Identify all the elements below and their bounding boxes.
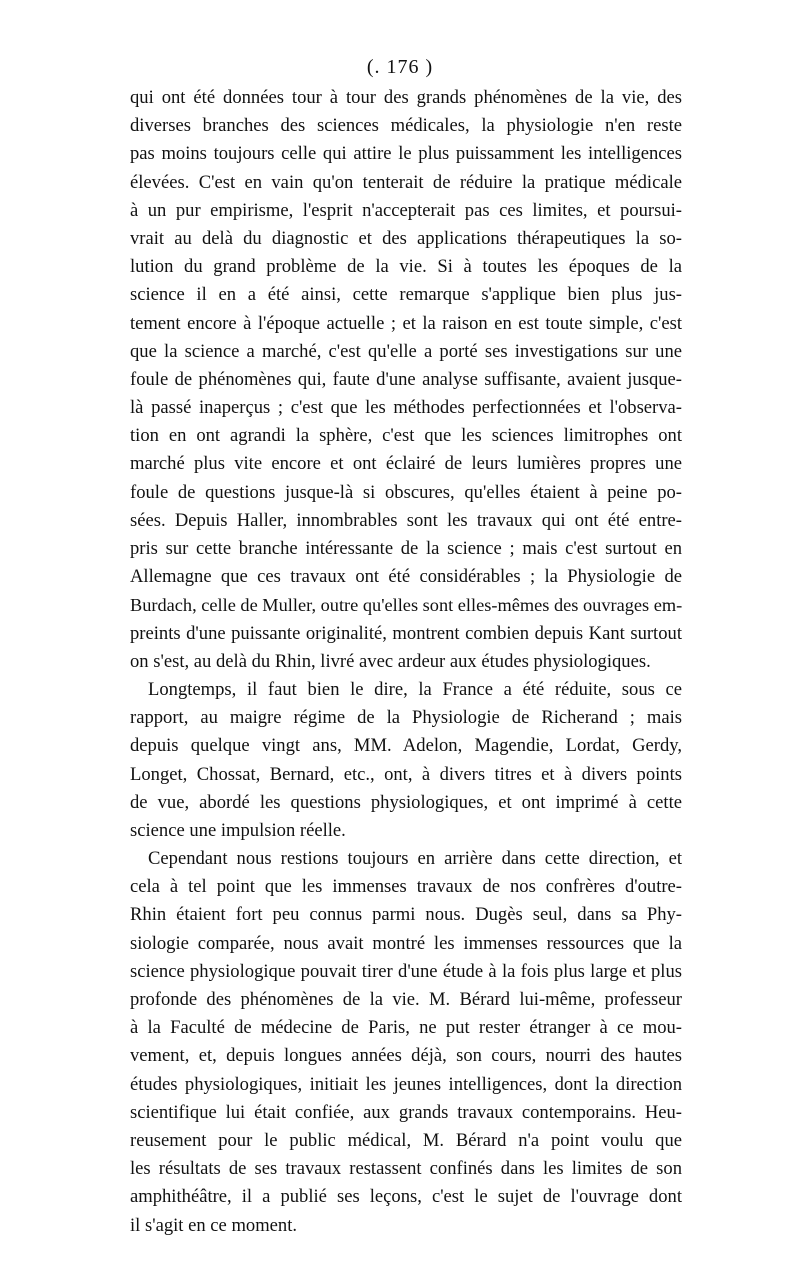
text-line: science physiologique pouvait tirer d'une étude à la fois plus large et plus bbox=[130, 960, 682, 982]
text-line: qui ont été données tour à tour des grands phénomènes de la vie, des bbox=[130, 87, 682, 108]
text-line: siologie comparée, nous avait montré les immenses ressources que la bbox=[130, 932, 682, 954]
text-line: Rhin étaient fort peu connus parmi nous. Dugès seul, dans sa Phy- bbox=[130, 904, 682, 926]
text-line: depuis quelque vingt ans, MM. Adelon, Magendie, Lordat, Gerdy, bbox=[130, 735, 682, 757]
text-line: Cependant nous restions toujours en arrière dans cette direction, et bbox=[148, 848, 682, 870]
paragraph bbox=[130, 676, 682, 845]
text-line: reusement pour le public médical, M. Bérard n'a point voulu que bbox=[130, 1129, 682, 1151]
text-line: à la Faculté de médecine de Paris, ne put rester étranger à ce mou- bbox=[130, 1017, 682, 1039]
body-text bbox=[130, 84, 682, 1240]
text-line: diverses branches des sciences médicales, la physiologie n'en reste bbox=[130, 115, 682, 137]
text-line: Longtemps, il faut bien le dire, la France a été réduite, sous ce bbox=[148, 678, 682, 700]
text-line: que la science a marché, c'est qu'elle a porté ses investigations sur une bbox=[130, 340, 682, 362]
text-line: il s'agit en ce moment. bbox=[130, 1214, 298, 1236]
text-line: sées. Depuis Haller, innombrables sont les travaux qui ont été entre- bbox=[130, 509, 682, 531]
text-line: là passé inaperçus ; c'est que les méthodes perfectionnées et l'observa- bbox=[130, 397, 682, 419]
text-line: les résultats de ses travaux restassent confinés dans les limites de son bbox=[130, 1158, 682, 1180]
text-line: Allemagne que ces travaux ont été considérables ; la Physiologie de bbox=[130, 566, 682, 588]
text-line: de vue, abordé les questions physiologiques, et ont imprimé à cette bbox=[130, 791, 682, 813]
text-line: à un pur empirisme, l'esprit n'accepterait pas ces limites, et poursui- bbox=[130, 199, 682, 221]
text-line: Longet, Chossat, Bernard, etc., ont, à divers titres et à divers points bbox=[130, 763, 682, 785]
text-line: études physiologiques, initiait les jeunes intelligences, dont la direction bbox=[130, 1073, 682, 1095]
text-line: foule de questions jusque-là si obscures, qu'elles étaient à peine po- bbox=[130, 481, 682, 503]
text-line: marché plus vite encore et ont éclairé de leurs lumières propres une bbox=[130, 453, 682, 475]
text-line: preints d'une puissante originalité, montrent combien depuis Kant surtout bbox=[130, 622, 682, 644]
text-line: scientifique lui était confiée, aux grands travaux contemporains. Heu- bbox=[130, 1101, 682, 1123]
text-line: rapport, au maigre régime de la Physiologie de Richerand ; mais bbox=[130, 707, 682, 729]
text-line: foule de phénomènes qui, faute d'une analyse suffisante, avaient jusque- bbox=[130, 368, 682, 390]
text-line: vrait au delà du diagnostic et des applications thérapeutiques la so- bbox=[130, 227, 682, 249]
text-line: pris sur cette branche intéressante de la science ; mais c'est surtout en bbox=[130, 538, 682, 559]
text-line: Burdach, celle de Muller, outre qu'elles sont elles-mêmes des ouvrages em- bbox=[130, 595, 683, 616]
text-line: tement encore à l'époque actuelle ; et la raison en est toute simple, c'est bbox=[130, 312, 682, 334]
paragraph bbox=[130, 845, 682, 1240]
text-line: lution du grand problème de la vie. Si à toutes les époques de la bbox=[130, 256, 682, 278]
text-line: tion en ont agrandi la sphère, c'est que les sciences limitrophes ont bbox=[130, 425, 682, 447]
paragraph bbox=[130, 84, 682, 676]
text-line: amphithéâtre, il a publié ses leçons, c'est le sujet de l'ouvrage dont bbox=[130, 1186, 682, 1208]
text-line: profonde des phénomènes de la vie. M. Bérard lui-même, professeur bbox=[130, 989, 682, 1010]
text-line: science une impulsion réelle. bbox=[130, 819, 346, 841]
text-line: cela à tel point que les immenses travaux de nos confrères d'outre- bbox=[130, 876, 682, 898]
text-line: science il en a été ainsi, cette remarque s'applique bien plus jus- bbox=[130, 284, 682, 306]
text-line: vement, et, depuis longues années déjà, son cours, nourri des hautes bbox=[130, 1045, 682, 1067]
page-number: (. 176 ) bbox=[366, 56, 434, 78]
text-line: élevées. C'est en vain qu'on tenterait de réduire la pratique médicale bbox=[130, 171, 682, 193]
text-line: pas moins toujours celle qui attire le plus puissamment les intelligences bbox=[130, 143, 682, 165]
text-line: on s'est, au delà du Rhin, livré avec ardeur aux études physiologiques. bbox=[130, 650, 651, 672]
